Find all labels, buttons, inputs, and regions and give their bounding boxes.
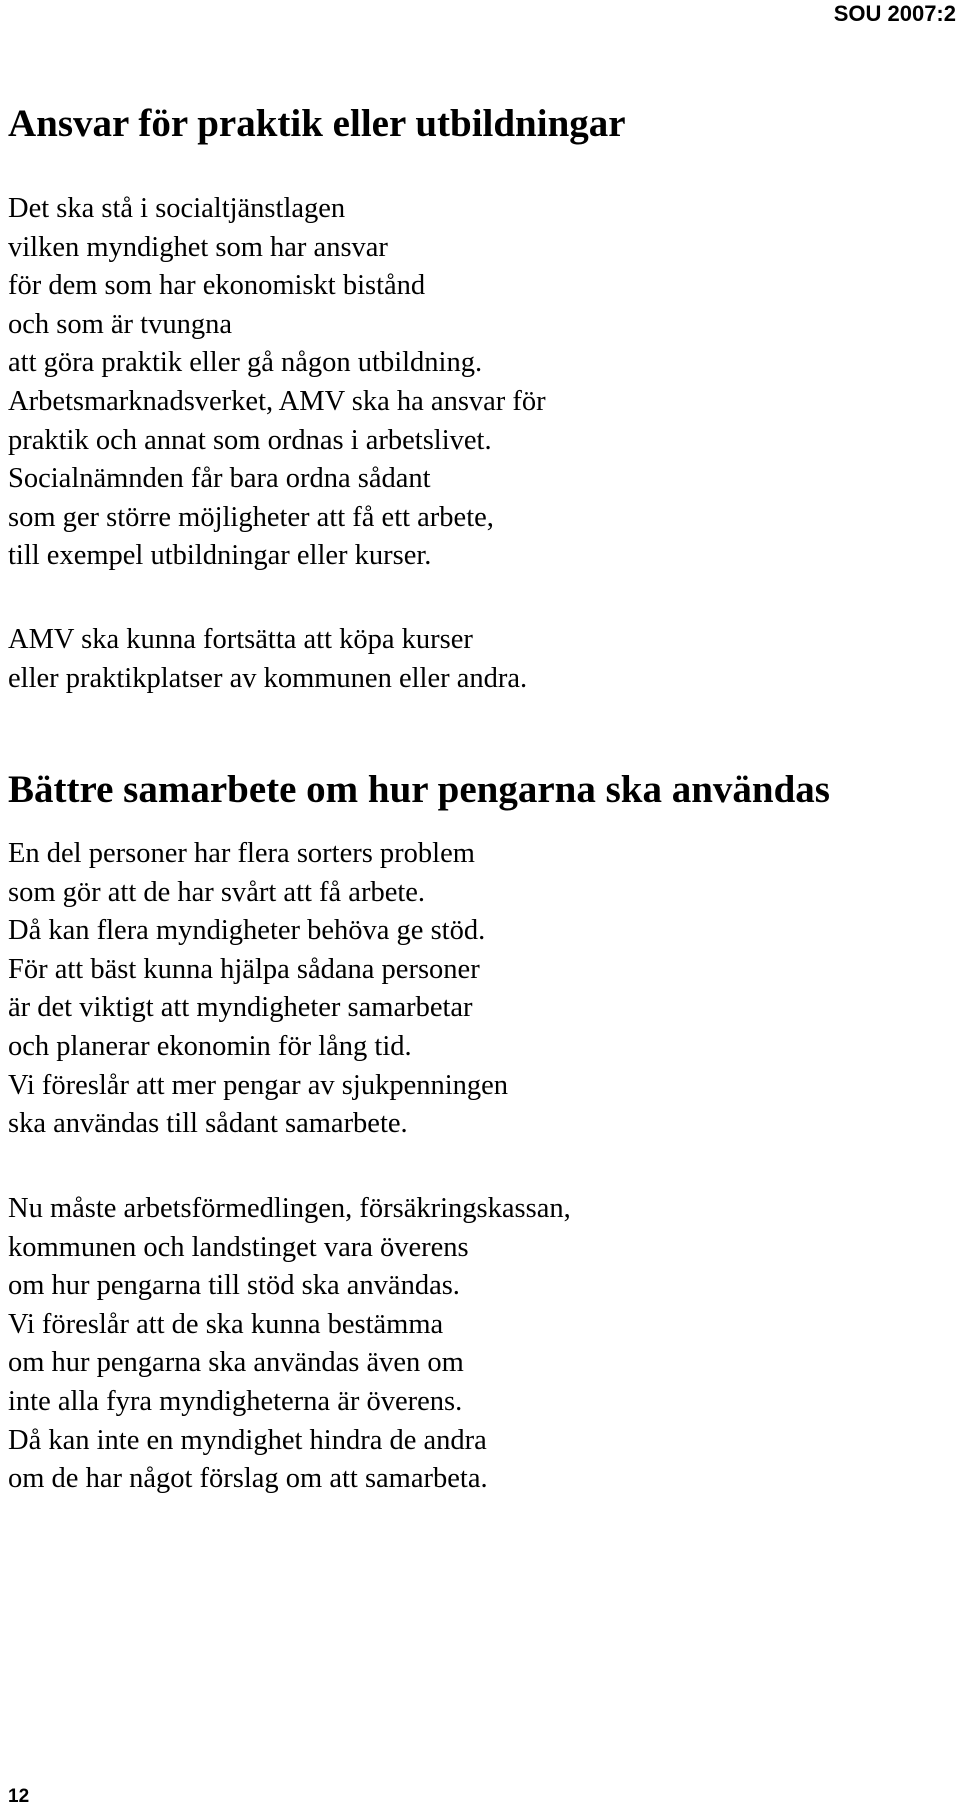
text-line: praktik och annat som ordnas i arbetslivet.	[8, 424, 492, 456]
text-line: som gör att de har svårt att få arbete.	[8, 876, 426, 908]
text-line: Det ska stå i socialtjänstlagen	[8, 193, 346, 224]
page-number: 12	[8, 1786, 30, 1807]
text-line: om de har något förslag om att samarbeta.	[8, 1463, 488, 1495]
text-line: Vi föreslår att de ska kunna bestämma	[8, 1308, 444, 1340]
text-line: om hur pengarna ska användas även om	[8, 1347, 464, 1379]
text-line: Arbetsmarknadsverket, AMV ska ha ansvar för	[8, 385, 546, 417]
section-heading-better-cooperation: Bättre samarbete om hur pengarna ska användas	[8, 768, 830, 811]
text-line: ska användas till sådant samarbete.	[8, 1108, 408, 1140]
text-line: Då kan flera myndigheter behöva ge stöd.	[8, 915, 486, 947]
text-line: AMV ska kunna fortsätta att köpa kurser	[8, 624, 473, 655]
text-line: inte alla fyra myndigheterna är överens.	[8, 1385, 463, 1417]
text-line: Då kan inte en myndighet hindra de andra	[8, 1424, 487, 1456]
paragraph-better-cooperation-1	[8, 835, 508, 1144]
text-line: eller praktikplatser av kommunen eller andra.	[8, 662, 528, 694]
text-line: kommunen och landstinget vara överens	[8, 1231, 469, 1263]
text-line: om hur pengarna till stöd ska användas.	[8, 1270, 460, 1302]
text-line: och planerar ekonomin för lång tid.	[8, 1030, 412, 1062]
text-line: för dem som har ekonomiskt bistånd	[8, 270, 426, 302]
paragraph-practice-responsibility-1	[8, 190, 546, 576]
text-line: Socialnämnden får bara ordna sådant	[8, 463, 431, 495]
section-heading-practice-responsibility: Ansvar för praktik eller utbildningar	[8, 102, 626, 145]
text-line: vilken myndighet som har ansvar	[8, 231, 388, 263]
text-line: En del personer har flera sorters problem	[8, 838, 475, 869]
text-line: att göra praktik eller gå någon utbildning.	[8, 347, 483, 379]
text-line: och som är tvungna	[8, 308, 232, 340]
text-line: som ger större möjligheter att få ett arbete,	[8, 501, 494, 533]
document-reference: SOU 2007:2	[833, 1, 956, 26]
text-line: är det viktigt att myndigheter samarbetar	[8, 992, 473, 1024]
text-line: Nu måste arbetsförmedlingen, försäkringskassan,	[8, 1193, 571, 1224]
text-line: För att bäst kunna hjälpa sådana personer	[8, 953, 480, 985]
text-line: Vi föreslår att mer pengar av sjukpenningen	[8, 1069, 509, 1101]
paragraph-practice-responsibility-2	[8, 621, 527, 698]
text-line: till exempel utbildningar eller kurser.	[8, 540, 432, 572]
paragraph-better-cooperation-2	[8, 1190, 571, 1499]
